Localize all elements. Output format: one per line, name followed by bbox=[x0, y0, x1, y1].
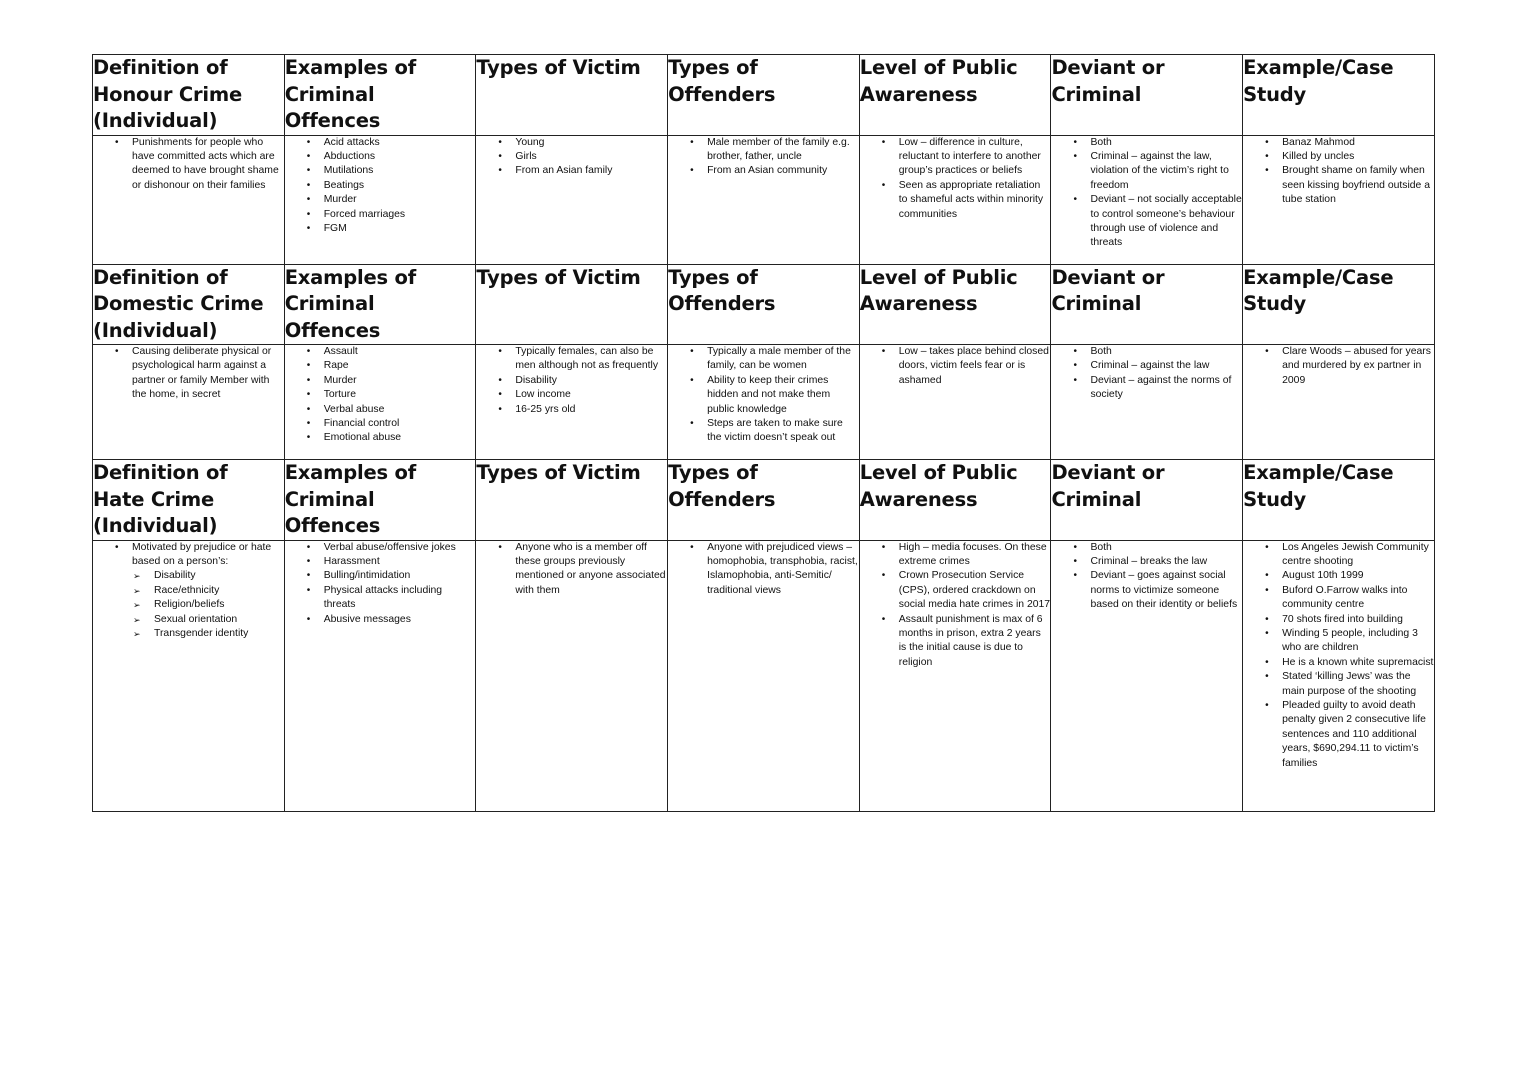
list-item bbox=[93, 345, 284, 403]
list-item-text: Los Angeles Jewish Community centre shooting bbox=[1282, 541, 1429, 567]
list-item bbox=[860, 136, 1051, 179]
list-item bbox=[860, 613, 1051, 671]
bullet-list bbox=[1243, 345, 1434, 388]
arrow-bullet-icon: ➢ bbox=[133, 600, 141, 611]
bullet-icon: • bbox=[881, 570, 886, 582]
header-cell-public-awareness bbox=[859, 460, 1051, 541]
bullet-icon: • bbox=[1265, 150, 1269, 162]
bullet-list bbox=[476, 541, 667, 599]
bullet-list bbox=[93, 345, 284, 403]
bullet-icon: • bbox=[498, 346, 502, 357]
list-item bbox=[476, 403, 667, 417]
definition-cell bbox=[93, 540, 285, 811]
bullet-icon: • bbox=[1265, 541, 1269, 553]
header-deviant-or-criminal: Deviant or Criminal bbox=[1051, 265, 1165, 315]
types-of-victim-cell bbox=[476, 345, 668, 460]
list-item-text: Beatings bbox=[323, 179, 365, 191]
list-item bbox=[860, 345, 1051, 388]
list-item-text: Assault bbox=[323, 346, 358, 357]
header-row bbox=[93, 460, 1435, 541]
header-cell-deviant-or-criminal bbox=[1051, 460, 1243, 541]
list-item-text: Abductions bbox=[323, 150, 376, 162]
public-awareness-cell bbox=[859, 345, 1051, 460]
list-item bbox=[1051, 374, 1242, 403]
list-item bbox=[1243, 670, 1434, 699]
bullet-icon: • bbox=[1073, 374, 1077, 386]
header-row bbox=[93, 264, 1435, 345]
header-cell-public-awareness bbox=[859, 264, 1051, 345]
bullet-icon: • bbox=[306, 222, 311, 234]
list-item-text: Low – difference in culture, reluctant to interfere to another group’s practices or beliefs bbox=[898, 136, 1041, 177]
list-item bbox=[1243, 656, 1434, 670]
crime-definition-title-cell bbox=[93, 55, 285, 136]
bullet-icon: • bbox=[306, 389, 311, 401]
bullet-icon: • bbox=[306, 555, 311, 567]
types-of-offenders-cell bbox=[668, 135, 860, 264]
list-item bbox=[860, 179, 1051, 222]
list-item bbox=[1051, 193, 1242, 251]
list-item bbox=[1243, 613, 1434, 627]
bullet-icon: • bbox=[1073, 346, 1077, 357]
bullet-icon: • bbox=[498, 403, 502, 415]
list-item bbox=[285, 222, 476, 236]
bullet-icon: • bbox=[1073, 570, 1077, 582]
list-item bbox=[1051, 541, 1242, 555]
header-examples-of-offences: Examples of Criminal Offences bbox=[284, 265, 417, 342]
bullet-icon: • bbox=[498, 136, 502, 148]
list-item-text: Murder bbox=[323, 194, 357, 206]
header-cell-examples-of-offences bbox=[284, 55, 476, 136]
header-cell-types-of-offenders bbox=[668, 55, 860, 136]
list-item-text: Punishments for people who have committed acts which are deemed to have brought shame or dishonour on their families bbox=[132, 136, 279, 191]
header-cell-types-of-victim bbox=[476, 460, 668, 541]
list-item-text: Both bbox=[1090, 346, 1112, 357]
bullet-icon: • bbox=[1265, 165, 1269, 177]
bullet-icon: • bbox=[498, 389, 502, 401]
bullet-icon: • bbox=[115, 346, 119, 357]
list-item bbox=[668, 345, 859, 374]
bullet-list bbox=[285, 345, 476, 446]
bullet-icon: • bbox=[690, 136, 694, 148]
bullet-icon: • bbox=[1073, 194, 1077, 206]
list-item-text: Anyone who is a member off these groups previously mentioned or anyone associated with them bbox=[515, 541, 666, 596]
deviant-or-criminal-cell bbox=[1051, 135, 1243, 264]
list-item-text: From an Asian family bbox=[515, 165, 613, 177]
list-item bbox=[1051, 345, 1242, 359]
list-item bbox=[668, 417, 859, 446]
list-item-text: Steps are taken to make sure the victim doesn’t speak out bbox=[707, 418, 843, 444]
list-item bbox=[285, 388, 476, 402]
bullet-icon: • bbox=[690, 541, 694, 553]
list-item-text: Buford O.Farrow walks into community centre bbox=[1282, 584, 1408, 611]
list-item bbox=[860, 569, 1051, 612]
list-item bbox=[1051, 555, 1242, 569]
bullet-icon: • bbox=[306, 360, 311, 372]
bullet-icon: • bbox=[306, 541, 311, 553]
list-item-text: 16-25 yrs old bbox=[515, 403, 576, 415]
header-deviant-or-criminal: Deviant or Criminal bbox=[1051, 56, 1165, 106]
header-cell-deviant-or-criminal bbox=[1051, 264, 1243, 345]
list-item-text: High – media focuses. On these extreme crimes bbox=[898, 541, 1047, 567]
header-public-awareness: Level of Public Awareness bbox=[859, 56, 1018, 106]
examples-of-offences-cell bbox=[284, 540, 476, 811]
bullet-list bbox=[1051, 345, 1242, 403]
header-cell-types-of-victim bbox=[476, 264, 668, 345]
content-row bbox=[93, 540, 1435, 811]
bullet-list bbox=[285, 541, 476, 627]
list-item-text: Ability to keep their crimes hidden and not make them public knowledge bbox=[707, 374, 831, 415]
bullet-icon: • bbox=[1265, 627, 1269, 639]
list-item-text: Stated ‘killing Jews’ was the main purpose of the shooting bbox=[1282, 671, 1417, 697]
list-item bbox=[285, 541, 476, 555]
sub-list-item bbox=[132, 613, 284, 627]
list-item-text: Disability bbox=[515, 374, 557, 386]
bullet-icon: • bbox=[1073, 150, 1077, 162]
bullet-icon: • bbox=[115, 136, 119, 148]
header-row bbox=[93, 55, 1435, 136]
list-item bbox=[860, 541, 1051, 570]
list-item bbox=[285, 345, 476, 359]
list-item bbox=[476, 136, 667, 150]
bullet-list bbox=[860, 136, 1051, 222]
list-item bbox=[1243, 136, 1434, 150]
header-cell-public-awareness bbox=[859, 55, 1051, 136]
content-row bbox=[93, 345, 1435, 460]
list-item-text: Harassment bbox=[323, 555, 380, 567]
bullet-list bbox=[1051, 541, 1242, 613]
header-examples-of-offences: Examples of Criminal Offences bbox=[284, 461, 417, 537]
list-item-text: Pleaded guilty to avoid death penalty given 2 consecutive life sentences and 110 additional years, $690,294.11 to victim’s families bbox=[1282, 699, 1426, 769]
bullet-list bbox=[668, 541, 859, 599]
crime-definition-title: Definition of Hate Crime (Individual) bbox=[93, 461, 228, 537]
list-item-text: Abusive messages bbox=[323, 613, 411, 625]
bullet-list bbox=[1243, 541, 1434, 772]
list-item-text: Deviant – goes against social norms to victimize someone based on their identity or beliefs bbox=[1090, 570, 1238, 611]
header-deviant-or-criminal: Deviant or Criminal bbox=[1051, 461, 1165, 511]
sub-list bbox=[132, 569, 284, 641]
list-item-text: Torture bbox=[323, 389, 357, 401]
bullet-list bbox=[285, 136, 476, 237]
header-public-awareness: Level of Public Awareness bbox=[859, 265, 1018, 315]
list-item bbox=[285, 193, 476, 207]
list-item bbox=[285, 150, 476, 164]
bullet-icon: • bbox=[1073, 136, 1077, 148]
list-item-text: Killed by uncles bbox=[1282, 150, 1355, 162]
list-item bbox=[285, 208, 476, 222]
list-item bbox=[1243, 345, 1434, 388]
list-item bbox=[285, 179, 476, 193]
bullet-icon: • bbox=[306, 403, 311, 415]
header-cell-case-study bbox=[1243, 264, 1435, 345]
list-item bbox=[1243, 627, 1434, 656]
types-of-offenders-cell bbox=[668, 345, 860, 460]
arrow-bullet-icon: ➢ bbox=[133, 628, 141, 639]
list-item-text: FGM bbox=[323, 222, 347, 234]
bullet-icon: • bbox=[1265, 584, 1269, 596]
definition-cell bbox=[93, 345, 285, 460]
list-item-text: Both bbox=[1090, 136, 1112, 148]
list-item bbox=[285, 403, 476, 417]
bullet-icon: • bbox=[306, 179, 311, 191]
list-item-text: Young bbox=[515, 136, 545, 148]
arrow-bullet-icon: ➢ bbox=[133, 585, 141, 596]
list-item bbox=[668, 164, 859, 178]
header-types-of-victim: Types of Victim bbox=[476, 461, 641, 484]
list-item-text: He is a known white supremacist bbox=[1282, 656, 1434, 668]
list-item bbox=[476, 345, 667, 374]
bullet-icon: • bbox=[881, 179, 886, 191]
list-item bbox=[1243, 584, 1434, 613]
bullet-list bbox=[93, 136, 284, 194]
list-item bbox=[668, 541, 859, 599]
bullet-icon: • bbox=[881, 613, 886, 625]
crime-definition-title: Definition of Domestic Crime (Individual) bbox=[93, 265, 264, 342]
deviant-or-criminal-cell bbox=[1051, 345, 1243, 460]
bullet-icon: • bbox=[1073, 360, 1077, 372]
list-item-text: Motivated by prejudice or hate based on a person’s: bbox=[132, 541, 272, 567]
list-item bbox=[1051, 359, 1242, 373]
list-item bbox=[285, 136, 476, 150]
bullet-icon: • bbox=[306, 165, 311, 177]
bullet-icon: • bbox=[690, 346, 694, 357]
list-item bbox=[476, 150, 667, 164]
types-of-victim-cell bbox=[476, 540, 668, 811]
sub-list-item bbox=[132, 598, 284, 612]
bullet-list bbox=[1243, 136, 1434, 208]
bullet-icon: • bbox=[306, 136, 311, 148]
bullet-icon: • bbox=[690, 418, 694, 430]
bullet-icon: • bbox=[306, 346, 311, 357]
list-item bbox=[285, 569, 476, 583]
header-examples-of-offences: Examples of Criminal Offences bbox=[284, 56, 417, 132]
list-item bbox=[285, 431, 476, 445]
header-case-study: Example/Case Study bbox=[1243, 461, 1394, 511]
case-study-cell bbox=[1243, 135, 1435, 264]
list-item-text: Low income bbox=[515, 389, 571, 401]
list-item bbox=[668, 136, 859, 165]
list-item bbox=[285, 417, 476, 431]
bullet-icon: • bbox=[498, 374, 502, 386]
list-item-text: Physical attacks including threats bbox=[323, 584, 443, 611]
header-cell-examples-of-offences bbox=[284, 460, 476, 541]
list-item-text: Assault punishment is max of 6 months in prison, extra 2 years is the initial cause is due to religion bbox=[898, 613, 1043, 668]
deviant-or-criminal-cell bbox=[1051, 540, 1243, 811]
list-item-text: Low – takes place behind closed doors, victim feels fear or is ashamed bbox=[898, 346, 1049, 386]
list-item bbox=[285, 555, 476, 569]
bullet-icon: • bbox=[306, 613, 311, 625]
bullet-icon: • bbox=[1073, 555, 1077, 567]
crime-definition-title-cell bbox=[93, 460, 285, 541]
list-item bbox=[285, 374, 476, 388]
list-item-text: Financial control bbox=[323, 418, 400, 430]
list-item bbox=[1243, 541, 1434, 570]
list-item bbox=[668, 374, 859, 417]
list-item-text: Emotional abuse bbox=[323, 432, 402, 444]
sub-list-item-text: Transgender identity bbox=[154, 627, 249, 639]
bullet-icon: • bbox=[306, 208, 311, 220]
bullet-icon: • bbox=[1265, 671, 1269, 683]
crime-definition-title: Definition of Honour Crime (Individual) bbox=[93, 56, 243, 132]
list-item bbox=[285, 359, 476, 373]
list-item-text: Anyone with prejudiced views – homophobia, transphobia, racist, Islamophobia, anti-Semitic/ traditional views bbox=[707, 541, 858, 596]
header-cell-case-study bbox=[1243, 460, 1435, 541]
list-item-text: Both bbox=[1090, 541, 1112, 553]
header-case-study: Example/Case Study bbox=[1243, 56, 1394, 106]
list-item bbox=[285, 613, 476, 627]
list-item bbox=[1243, 569, 1434, 583]
list-item-text: Rape bbox=[323, 360, 349, 372]
list-item bbox=[1243, 699, 1434, 771]
sub-list-item bbox=[132, 627, 284, 641]
list-item bbox=[476, 388, 667, 402]
crime-comparison-table bbox=[92, 54, 1435, 812]
bullet-icon: • bbox=[306, 374, 311, 386]
public-awareness-cell bbox=[859, 540, 1051, 811]
list-item bbox=[1051, 136, 1242, 150]
list-item-text: Criminal – against the law bbox=[1090, 360, 1210, 372]
list-item-text: Typically a male member of the family, can be women bbox=[707, 346, 851, 372]
list-item-text: Male member of the family e.g. brother, father, uncle bbox=[707, 136, 850, 162]
bullet-icon: • bbox=[498, 541, 502, 553]
list-item-text: Bulling/intimidation bbox=[323, 570, 411, 582]
list-item-text: Causing deliberate physical or psychological harm against a partner or family Member with the home, in secret bbox=[132, 346, 272, 401]
bullet-icon: • bbox=[306, 418, 311, 430]
crime-definition-title-cell bbox=[93, 264, 285, 345]
sub-list-item bbox=[132, 569, 284, 583]
list-item-text: Girls bbox=[515, 150, 537, 162]
content-row bbox=[93, 135, 1435, 264]
arrow-bullet-icon: ➢ bbox=[133, 614, 141, 625]
list-item-text: Brought shame on family when seen kissing boyfriend outside a tube station bbox=[1282, 165, 1430, 206]
header-types-of-offenders: Types of Offenders bbox=[668, 56, 776, 106]
header-cell-types-of-offenders bbox=[668, 460, 860, 541]
bullet-icon: • bbox=[306, 194, 311, 206]
header-case-study: Example/Case Study bbox=[1243, 265, 1394, 315]
bullet-list bbox=[860, 541, 1051, 671]
bullet-list bbox=[476, 136, 667, 179]
list-item-text: Deviant – against the norms of society bbox=[1090, 374, 1232, 401]
sub-list-item-text: Religion/beliefs bbox=[154, 599, 225, 611]
examples-of-offences-cell bbox=[284, 345, 476, 460]
header-cell-case-study bbox=[1243, 55, 1435, 136]
bullet-icon: • bbox=[115, 541, 119, 553]
list-item-text: Forced marriages bbox=[323, 208, 406, 220]
list-item-text: Winding 5 people, including 3 who are children bbox=[1282, 627, 1418, 654]
list-item bbox=[476, 374, 667, 388]
bullet-icon: • bbox=[690, 374, 694, 386]
sub-list-item bbox=[132, 584, 284, 598]
list-item bbox=[1243, 150, 1434, 164]
bullet-icon: • bbox=[306, 432, 311, 444]
list-item-text: Acid attacks bbox=[323, 136, 380, 148]
list-item-text: Deviant – not socially acceptable to control someone’s behaviour through use of violence and threats bbox=[1090, 194, 1242, 249]
examples-of-offences-cell bbox=[284, 135, 476, 264]
types-of-offenders-cell bbox=[668, 540, 860, 811]
list-item bbox=[1051, 569, 1242, 612]
bullet-icon: • bbox=[306, 584, 311, 596]
bullet-icon: • bbox=[306, 150, 311, 162]
sub-list-item-text: Race/ethnicity bbox=[154, 584, 220, 596]
case-study-cell bbox=[1243, 345, 1435, 460]
bullet-list bbox=[1051, 136, 1242, 251]
list-item bbox=[1051, 150, 1242, 193]
header-cell-types-of-offenders bbox=[668, 264, 860, 345]
list-item-text: Typically females, can also be men although not as frequently bbox=[515, 346, 659, 372]
list-item bbox=[285, 584, 476, 613]
header-cell-deviant-or-criminal bbox=[1051, 55, 1243, 136]
list-item-text: Clare Woods – abused for years and murdered by ex partner in 2009 bbox=[1282, 346, 1431, 386]
list-item-text: Banaz Mahmod bbox=[1282, 136, 1355, 148]
bullet-icon: • bbox=[498, 150, 502, 162]
bullet-icon: • bbox=[1073, 541, 1077, 553]
bullet-list bbox=[93, 541, 284, 642]
bullet-list bbox=[476, 345, 667, 417]
types-of-victim-cell bbox=[476, 135, 668, 264]
public-awareness-cell bbox=[859, 135, 1051, 264]
list-item bbox=[93, 541, 284, 642]
bullet-icon: • bbox=[881, 346, 886, 357]
header-types-of-victim: Types of Victim bbox=[476, 56, 641, 79]
list-item bbox=[1243, 164, 1434, 207]
bullet-icon: • bbox=[1265, 699, 1269, 711]
bullet-icon: • bbox=[1265, 613, 1269, 625]
list-item bbox=[285, 164, 476, 178]
list-item bbox=[93, 136, 284, 194]
header-types-of-offenders: Types of Offenders bbox=[668, 461, 776, 511]
sub-list-item-text: Sexual orientation bbox=[154, 613, 238, 625]
list-item bbox=[476, 164, 667, 178]
list-item-text: August 10th 1999 bbox=[1282, 570, 1364, 582]
bullet-list bbox=[668, 136, 859, 179]
header-cell-examples-of-offences bbox=[284, 264, 476, 345]
bullet-icon: • bbox=[690, 165, 694, 177]
bullet-list bbox=[668, 345, 859, 446]
list-item bbox=[476, 541, 667, 599]
list-item-text: From an Asian community bbox=[707, 165, 828, 177]
list-item-text: 70 shots fired into building bbox=[1282, 613, 1403, 625]
bullet-list bbox=[860, 345, 1051, 388]
list-item-text: Criminal – against the law, violation of the victim’s right to freedom bbox=[1090, 150, 1229, 191]
bullet-icon: • bbox=[1265, 346, 1269, 357]
list-item-text: Mutilations bbox=[323, 165, 374, 177]
list-item-text: Crown Prosecution Service (CPS), ordered crackdown on social media hate crimes in 2017 bbox=[898, 570, 1051, 611]
bullet-icon: • bbox=[1265, 656, 1269, 668]
list-item-text: Criminal – breaks the law bbox=[1090, 555, 1208, 567]
bullet-icon: • bbox=[306, 570, 311, 582]
definition-cell bbox=[93, 135, 285, 264]
header-types-of-offenders: Types of Offenders bbox=[668, 265, 776, 315]
arrow-bullet-icon: ➢ bbox=[133, 571, 141, 582]
bullet-icon: • bbox=[1265, 136, 1269, 148]
list-item-text: Verbal abuse bbox=[323, 403, 385, 415]
bullet-icon: • bbox=[498, 165, 502, 177]
list-item-text: Seen as appropriate retaliation to shameful acts within minority communities bbox=[898, 179, 1044, 220]
header-public-awareness: Level of Public Awareness bbox=[859, 461, 1018, 511]
bullet-icon: • bbox=[1265, 570, 1269, 582]
list-item-text: Verbal abuse/offensive jokes bbox=[323, 541, 456, 553]
header-cell-types-of-victim bbox=[476, 55, 668, 136]
header-types-of-victim: Types of Victim bbox=[476, 265, 641, 289]
bullet-icon: • bbox=[881, 541, 886, 553]
list-item-text: Murder bbox=[323, 374, 357, 386]
sub-list-item-text: Disability bbox=[154, 570, 196, 582]
bullet-icon: • bbox=[881, 136, 886, 148]
case-study-cell bbox=[1243, 540, 1435, 811]
